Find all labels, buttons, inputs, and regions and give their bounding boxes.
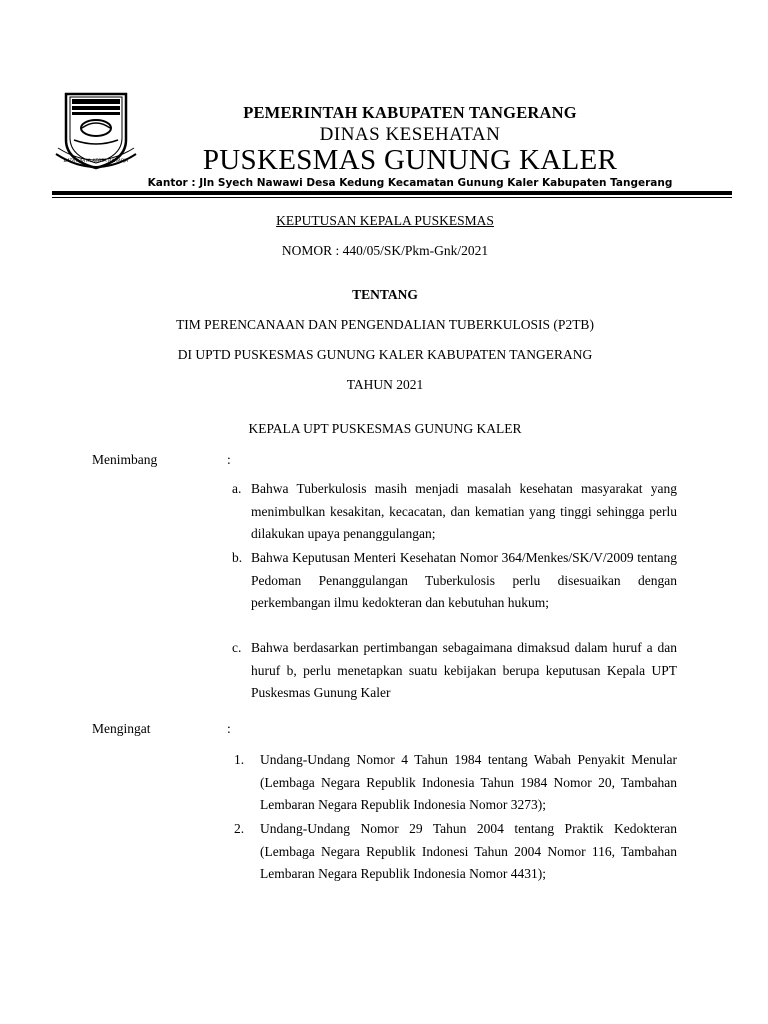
menimbang-item-text: Bahwa Keputusan Menteri Kesehatan Nomor 364/Menkes/SK/V/2009 tentang Pedoman Penanggulangan Tuberkulosis perlu disesuaikan dengan perkembangan ilmu kedokteran dan kebutuhan hukum; <box>251 550 677 611</box>
menimbang-item-text: Bahwa Tuberkulosis masih menjadi masalah kesehatan masyarakat yang menimbulkan kesakitan, kecacatan, dan kematian yang tinggi sehingga perlu dilakukan upaya penanggulangan; <box>251 481 677 542</box>
menimbang-item-letter: b. <box>232 550 243 565</box>
decree-subject-line-1: TIM PERENCANAAN DAN PENGENDALIAN TUBERKULOSIS (P2TB) <box>176 317 594 332</box>
mengingat-label: Mengingat <box>92 721 151 736</box>
decree-number: NOMOR : 440/05/SK/Pkm-Gnk/2021 <box>281 243 489 258</box>
letterhead-agency: DINAS KESEHATAN <box>319 124 501 145</box>
decree-subject-line-2: DI UPTD PUSKESMAS GUNUNG KALER KABUPATEN TANGERANG <box>177 347 593 362</box>
menimbang-colon: : <box>227 452 231 467</box>
mengingat-item-number: 2. <box>234 821 245 836</box>
letterhead-thick-rule <box>52 191 732 195</box>
menimbang-label: Menimbang <box>92 452 158 467</box>
regency-logo <box>52 88 140 176</box>
menimbang-item-letter: c. <box>232 640 242 655</box>
letterhead-clinic-name: PUSKESMAS GUNUNG KALER <box>202 144 618 176</box>
letterhead-thin-rule <box>52 197 732 198</box>
decree-year: TAHUN 2021 <box>346 377 424 392</box>
decree-issuer: KEPALA UPT PUSKESMAS GUNUNG KALER <box>248 421 522 436</box>
mengingat-item-text: Undang-Undang Nomor 29 Tahun 2004 tentang Praktik Kedokteran (Lembaga Negara Republik Indonesi Tahun 2004 Nomor 116, Tambahan Lembaran Negara Republik Indonesia Nomor 4431); <box>260 821 677 882</box>
logo-motto: BATA KARYA KERTA RAHARJA <box>63 159 129 164</box>
decree-about-label: TENTANG <box>352 287 418 302</box>
menimbang-item-text: Bahwa berdasarkan pertimbangan sebagaimana dimaksud dalam huruf a dan huruf b, perlu menetapkan suatu kebijakan berupa keputusan Kepala UPT Puskesmas Gunung Kaler <box>251 640 677 701</box>
decree-title: KEPUTUSAN KEPALA PUSKESMAS <box>276 213 494 228</box>
letterhead-government: PEMERINTAH KABUPATEN TANGERANG <box>243 103 577 122</box>
mengingat-item-number: 1. <box>234 752 245 767</box>
menimbang-item-letter: a. <box>232 481 242 496</box>
mengingat-colon: : <box>227 721 231 736</box>
letterhead-address: Kantor : Jln Syech Nawawi Desa Kedung Kecamatan Gunung Kaler Kabupaten Tangerang <box>147 177 673 189</box>
mengingat-item-text: Undang-Undang Nomor 4 Tahun 1984 tentang Wabah Penyakit Menular (Lembaga Negara Republik Indonesia Tahun 1984 Nomor 20, Tambahan Lembaran Negara Republik Indonesia Nomor 3273); <box>260 752 677 813</box>
